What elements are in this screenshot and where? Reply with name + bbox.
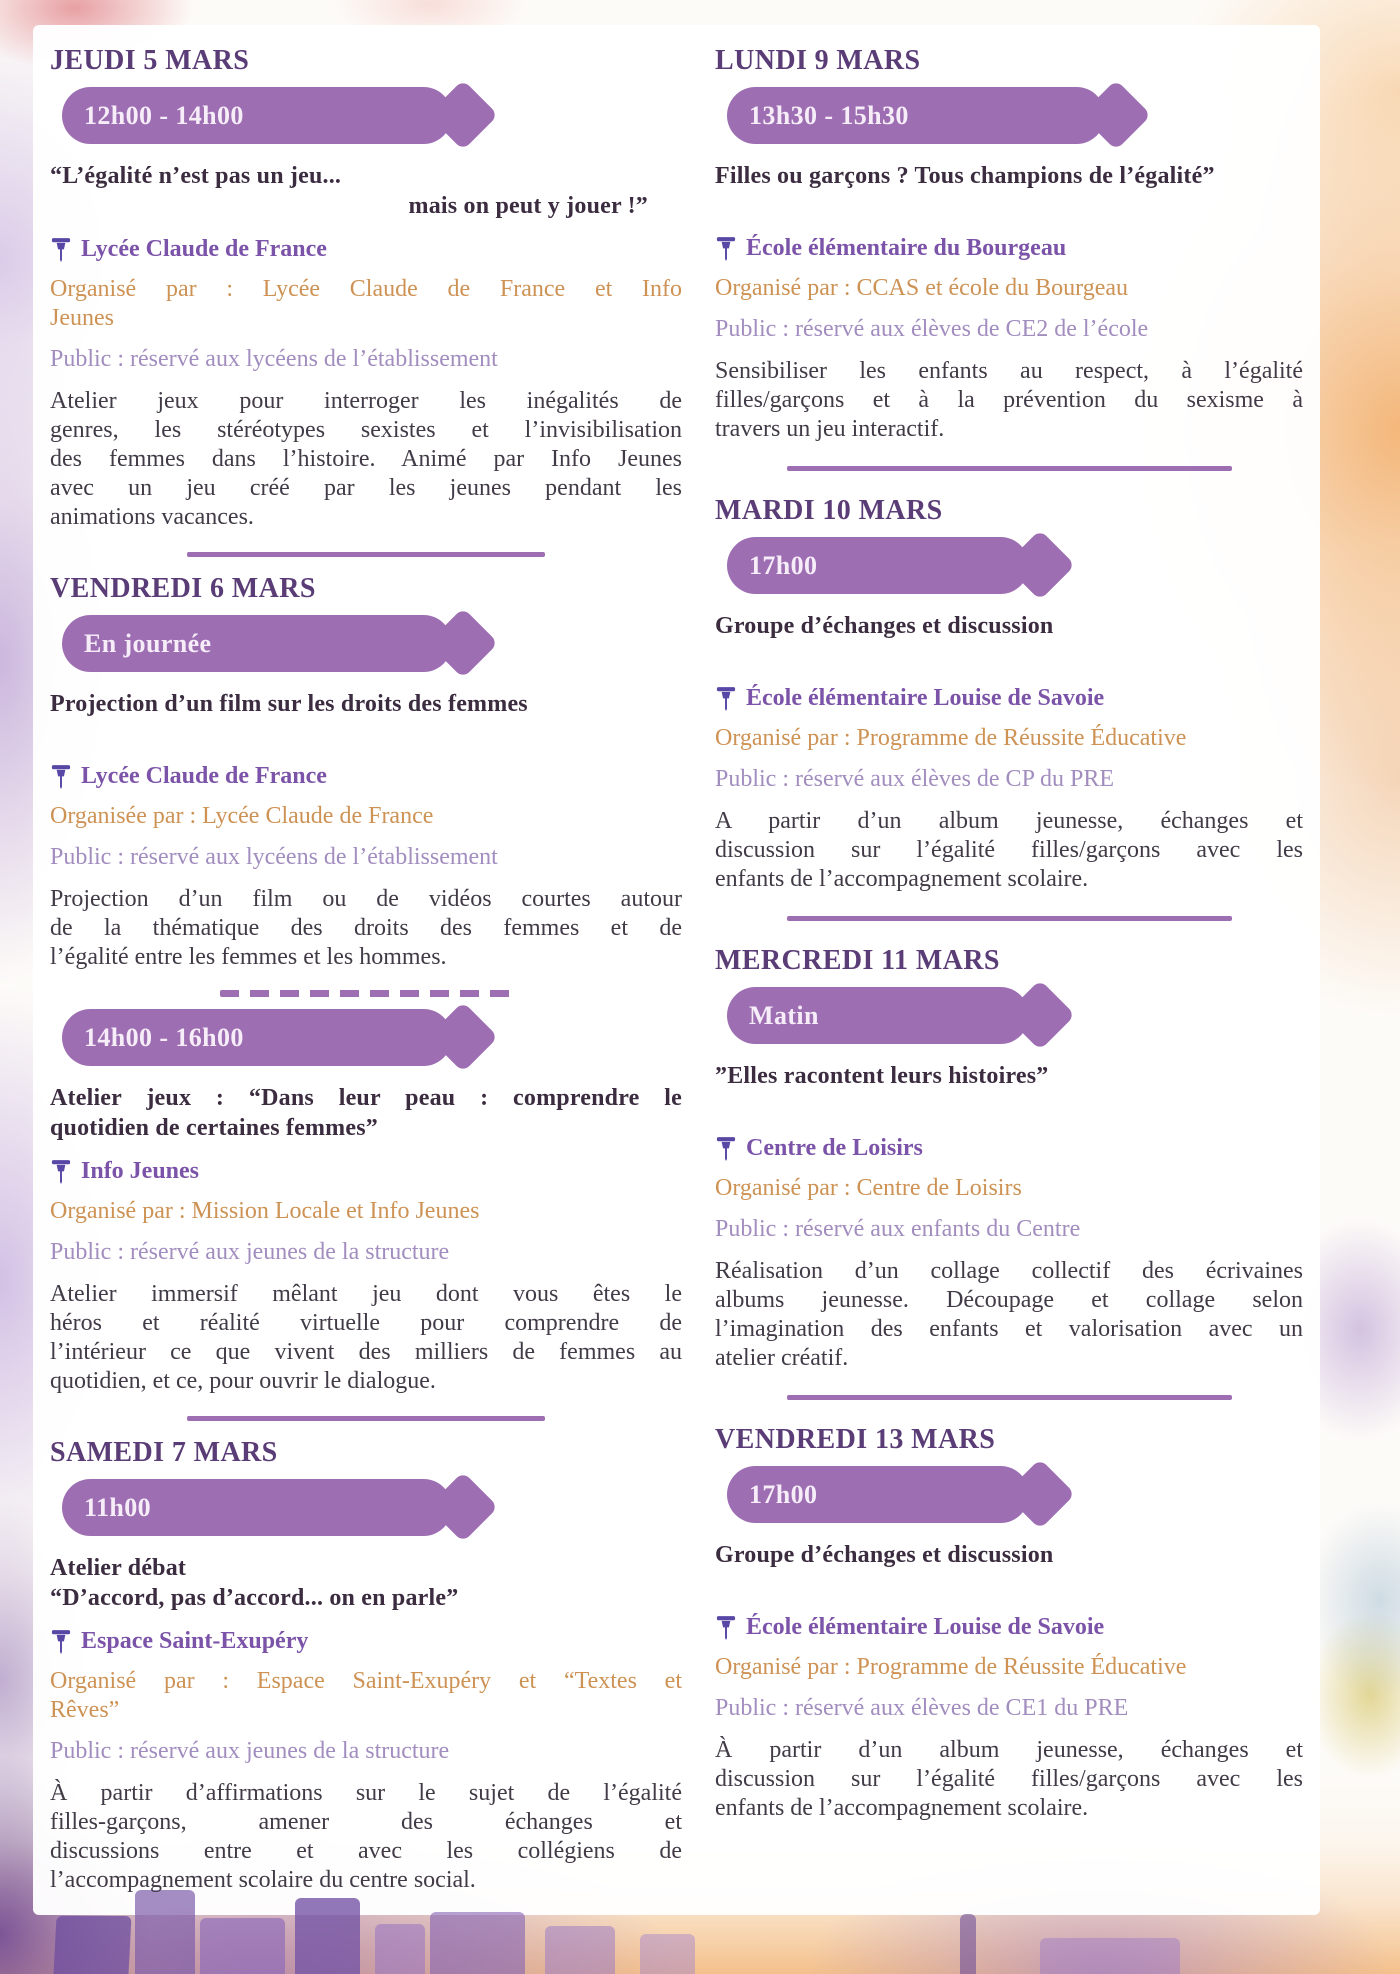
location-label: École élémentaire Louise de Savoie bbox=[746, 1614, 1105, 1640]
event-title: Groupe d’échanges et discussion bbox=[715, 613, 1054, 639]
organizer-line: Organisé par : Programme de Réussite Éducative bbox=[715, 1654, 1187, 1680]
public-line: Public : réservé aux jeunes de la structure bbox=[50, 1738, 450, 1764]
column-right bbox=[715, 45, 1303, 1823]
time-label: 13h30 - 15h30 bbox=[749, 101, 909, 130]
location-label: Info Jeunes bbox=[81, 1158, 200, 1184]
event-description: Sensibiliser les enfants au respect, à l’égalité filles/garçons et à la prévention du sexisme à travers un jeu interactif. bbox=[715, 358, 1303, 442]
event-card bbox=[50, 573, 682, 972]
organizer-line: Organisé par : Espace Saint-Exupéry et “Textes et Rêves” bbox=[50, 1668, 682, 1723]
day-header: VENDREDI 6 MARS bbox=[50, 573, 316, 604]
location-label: Lycée Claude de France bbox=[81, 236, 327, 262]
location-label: Espace Saint-Exupéry bbox=[81, 1628, 309, 1654]
location-label: Lycée Claude de France bbox=[81, 763, 327, 789]
event-description: Atelier jeux pour interroger les inégalités de genres, les stéréotypes sexistes et l’invisibilisation des femmes dans l’histoire. Animé par Info Jeunes avec un jeu créé par les jeunes pendant les animations vacances. bbox=[50, 388, 682, 530]
organizer-line: Organisée par : Lycée Claude de France bbox=[50, 803, 434, 829]
time-label: 11h00 bbox=[84, 1493, 152, 1522]
section-divider bbox=[787, 916, 1232, 921]
event-title: Filles ou garçons ? Tous champions de l’égalité” bbox=[715, 163, 1215, 189]
time-ribbon bbox=[62, 1009, 452, 1066]
event-description: Projection d’un film ou de vidéos courtes autour de la thématique des droits des femmes et de l’égalité entre les femmes et les hommes. bbox=[50, 886, 682, 970]
day-header: MERCREDI 11 MARS bbox=[715, 945, 1000, 976]
section-divider-dashed bbox=[220, 990, 512, 997]
time-label: 12h00 - 14h00 bbox=[84, 101, 244, 130]
day-header: MARDI 10 MARS bbox=[715, 495, 943, 526]
watercolor-shape bbox=[375, 1924, 425, 1974]
location-label: École élémentaire Louise de Savoie bbox=[746, 685, 1105, 711]
time-label: 17h00 bbox=[749, 1480, 818, 1509]
location-row bbox=[50, 763, 682, 790]
watercolor-shape bbox=[1040, 1938, 1180, 1974]
event-card bbox=[715, 1424, 1303, 1823]
column-left bbox=[50, 45, 682, 1895]
location-row bbox=[50, 1628, 682, 1655]
event-description: Atelier immersif mêlant jeu dont vous êtes le héros et réalité virtuelle pour comprendre de l’intérieur ce que vivent des milliers de femmes au quotidien, et ce, pour ouvrir le dialogue. bbox=[50, 1281, 682, 1394]
event-card bbox=[715, 45, 1303, 444]
pushpin-icon bbox=[715, 1136, 737, 1162]
event-card bbox=[715, 495, 1303, 894]
time-ribbon bbox=[62, 1479, 452, 1536]
public-line: Public : réservé aux élèves de CP du PRE bbox=[715, 766, 1115, 792]
organizer-line: Organisé par : Programme de Réussite Éducative bbox=[715, 725, 1187, 751]
day-header: LUNDI 9 MARS bbox=[715, 45, 921, 76]
event-card bbox=[50, 1009, 682, 1396]
public-line: Public : réservé aux jeunes de la structure bbox=[50, 1239, 450, 1265]
public-line: Public : réservé aux élèves de CE1 du PRE bbox=[715, 1695, 1129, 1721]
organizer-line: Organisé par : Mission Locale et Info Jeunes bbox=[50, 1198, 480, 1224]
watercolor-shape bbox=[200, 1918, 285, 1974]
time-label: 14h00 - 16h00 bbox=[84, 1023, 244, 1052]
section-divider bbox=[187, 552, 545, 557]
watercolor-shape bbox=[53, 1916, 131, 1974]
event-title: Atelier débat “D’accord, pas d’accord... on en parle” bbox=[50, 1555, 459, 1611]
pushpin-icon bbox=[715, 686, 737, 712]
pushpin-icon bbox=[50, 237, 72, 263]
organizer-line: Organisé par : CCAS et école du Bourgeau bbox=[715, 275, 1129, 301]
time-ribbon bbox=[62, 87, 452, 144]
pushpin-icon bbox=[715, 1615, 737, 1641]
time-label: Matin bbox=[749, 1001, 819, 1030]
location-row bbox=[50, 1158, 682, 1185]
public-line: Public : réservé aux enfants du Centre bbox=[715, 1216, 1081, 1242]
event-title: Projection d’un film sur les droits des femmes bbox=[50, 691, 528, 717]
watercolor-shape bbox=[640, 1934, 695, 1974]
location-row bbox=[715, 235, 1303, 262]
time-ribbon bbox=[727, 87, 1105, 144]
organizer-line: Organisé par : Centre de Loisirs bbox=[715, 1175, 1022, 1201]
location-row bbox=[715, 685, 1303, 712]
day-header: SAMEDI 7 MARS bbox=[50, 1437, 278, 1468]
event-title: ”Elles racontent leurs histoires” bbox=[715, 1063, 1049, 1089]
time-label: En journée bbox=[84, 629, 212, 658]
organizer-line: Organisé par : Lycée Claude de France et Info Jeunes bbox=[50, 276, 682, 331]
event-title: Groupe d’échanges et discussion bbox=[715, 1542, 1054, 1568]
pushpin-icon bbox=[715, 236, 737, 262]
event-card bbox=[715, 945, 1303, 1373]
section-divider bbox=[187, 1416, 545, 1421]
section-divider bbox=[787, 1395, 1232, 1400]
pushpin-icon bbox=[50, 764, 72, 790]
time-label: 17h00 bbox=[749, 551, 818, 580]
location-label: École élémentaire du Bourgeau bbox=[746, 235, 1067, 261]
event-description: Réalisation d’un collage collectif des écrivaines albums jeunesse. Découpage et collage selon l’imagination des enfants et valorisation avec un atelier créatif. bbox=[715, 1258, 1303, 1371]
time-ribbon bbox=[727, 987, 1029, 1044]
pushpin-icon bbox=[50, 1159, 72, 1185]
event-description: À partir d’affirmations sur le sujet de l’égalité filles-garçons, amener des échanges et discussions entre et avec les collégiens de l’accompagnement scolaire du centre social. bbox=[50, 1780, 682, 1893]
event-title: Atelier jeux : “Dans leur peau : comprendre le quotidien de certaines femmes” bbox=[50, 1085, 682, 1141]
time-ribbon bbox=[727, 1466, 1029, 1523]
pushpin-icon bbox=[50, 1629, 72, 1655]
watercolor-shape bbox=[135, 1890, 195, 1974]
event-description: A partir d’un album jeunesse, échanges et discussion sur l’égalité filles/garçons avec les enfants de l’accompagnement scolaire. bbox=[715, 808, 1303, 892]
public-line: Public : réservé aux lycéens de l’établissement bbox=[50, 844, 498, 870]
time-ribbon bbox=[62, 615, 452, 672]
section-divider bbox=[787, 466, 1232, 471]
location-row bbox=[50, 236, 682, 263]
watercolor-shape bbox=[430, 1912, 525, 1974]
event-card bbox=[50, 45, 682, 532]
location-label: Centre de Loisirs bbox=[746, 1135, 923, 1161]
event-card bbox=[50, 1437, 682, 1895]
day-header: JEUDI 5 MARS bbox=[50, 45, 250, 76]
location-row bbox=[715, 1135, 1303, 1162]
watercolor-shape bbox=[295, 1898, 360, 1974]
event-description: À partir d’un album jeunesse, échanges et discussion sur l’égalité filles/garçons avec les enfants de l’accompagnement scolaire. bbox=[715, 1737, 1303, 1821]
day-header: VENDREDI 13 MARS bbox=[715, 1424, 996, 1455]
watercolor-shape bbox=[545, 1926, 615, 1974]
public-line: Public : réservé aux élèves de CE2 de l’école bbox=[715, 316, 1149, 342]
location-row bbox=[715, 1614, 1303, 1641]
watercolor-shape bbox=[960, 1914, 976, 1974]
public-line: Public : réservé aux lycéens de l’établissement bbox=[50, 346, 498, 372]
time-ribbon bbox=[727, 537, 1029, 594]
event-title: “L’égalité n’est pas un jeu... mais on peut y jouer !” bbox=[50, 163, 648, 219]
